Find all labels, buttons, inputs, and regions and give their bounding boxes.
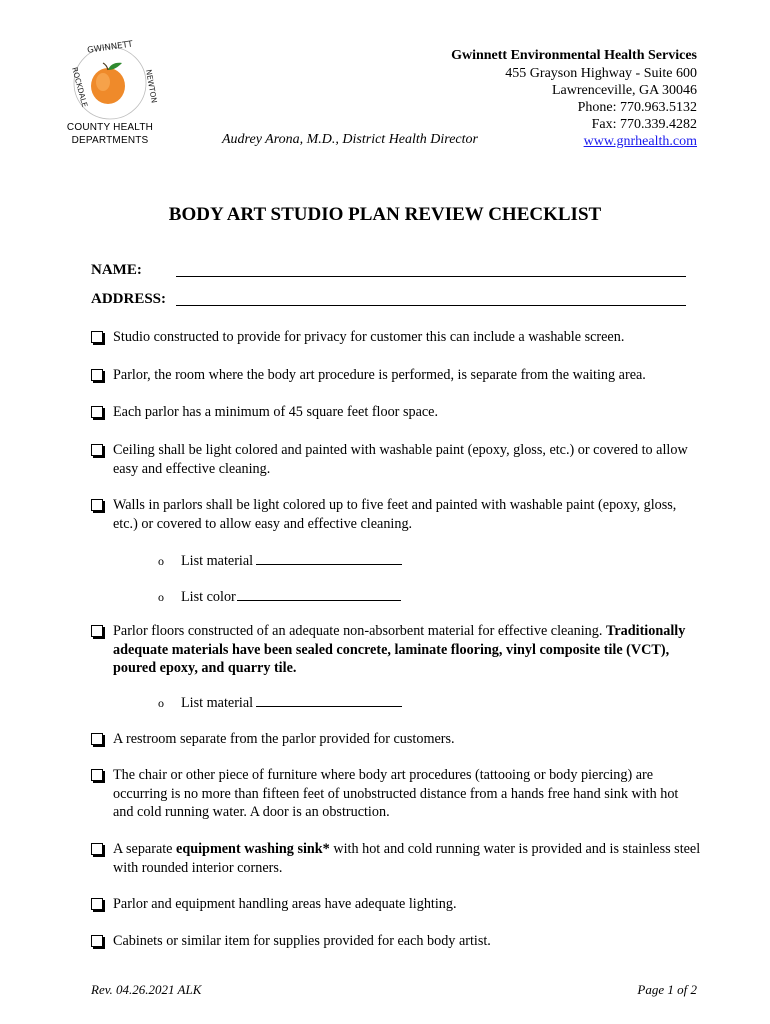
checkbox[interactable] [91, 843, 103, 855]
checklist-item [91, 366, 701, 385]
sub-label: List color [181, 589, 236, 605]
name-field[interactable] [176, 276, 686, 277]
checklist-item [91, 622, 701, 678]
fax-number: Fax: 770.339.4282 [591, 117, 697, 132]
checkbox[interactable] [91, 898, 103, 910]
checklist-item-text [113, 622, 701, 678]
phone-number: Phone: 770.963.5132 [577, 100, 697, 115]
checkbox[interactable] [91, 331, 103, 343]
bullet-icon: o [158, 590, 164, 604]
checklist-item [91, 766, 701, 822]
org-name: Gwinnett Environmental Health Services [451, 48, 697, 63]
peach-icon [91, 63, 125, 104]
sub-label: List material [181, 695, 254, 711]
checklist-item [91, 496, 701, 533]
checklist-item-text: The chair or other piece of furniture where body art procedures (tattooing or body piercing) are occurring is no more than fifteen feet of unobstructed distance from a hands free hand sink with hot and cold running water. A door is an obstruction. [113, 767, 679, 820]
checkbox[interactable] [91, 935, 103, 947]
website-link[interactable]: www.gnrhealth.com [583, 134, 697, 149]
checklist-item-text: Parlor and equipment handling areas have adequate lighting. [113, 896, 457, 912]
walls-color-field[interactable] [237, 586, 401, 601]
checklist-item [91, 730, 701, 749]
checklist-item [91, 441, 701, 478]
walls-material-field[interactable] [256, 550, 402, 565]
bullet-icon: o [158, 696, 164, 710]
page-number: Page 1 of 2 [637, 982, 697, 997]
checklist-item-text: Walls in parlors shall be light colored up to five feet and painted with washable paint (epoxy, gloss, etc.) or covered to allow easy and effective cleaning. [113, 497, 677, 532]
checklist-item [91, 328, 701, 347]
walls-color-subitem [158, 586, 401, 606]
sink-text-bold: equipment washing sink* [176, 841, 330, 857]
name-label: NAME: [91, 262, 142, 278]
checkbox[interactable] [91, 369, 103, 381]
checklist-item [91, 895, 701, 914]
floors-material-subitem [158, 692, 402, 712]
logo-newton-text: NEWTON [144, 68, 159, 104]
checklist-item-text: A restroom separate from the parlor provided for customers. [113, 731, 455, 747]
checklist-item [91, 840, 701, 877]
checklist-item-text: Parlor, the room where the body art procedure is performed, is separate from the waiting area. [113, 367, 646, 383]
address-street: 455 Grayson Highway - Suite 600 [505, 66, 697, 81]
floors-materials-note: Traditionally adequate materials have been sealed concrete, laminate flooring, vinyl composite tile (VCT), poured epoxy, and quarry tile. [113, 623, 686, 676]
logo-dept-line2: DEPARTMENTS [71, 135, 149, 146]
page-title: BODY ART STUDIO PLAN REVIEW CHECKLIST [168, 204, 602, 225]
checklist-item-text: Each parlor has a minimum of 45 square feet floor space. [113, 404, 439, 420]
checklist-item-text: Cabinets or similar item for supplies provided for each body artist. [113, 933, 491, 949]
website [584, 133, 697, 150]
checklist-item-text: Ceiling shall be light colored and painted with washable paint (epoxy, gloss, etc.) or covered to allow easy and effective cleaning. [113, 442, 688, 477]
checkbox[interactable] [91, 733, 103, 745]
walls-material-subitem [158, 550, 402, 570]
checkbox[interactable] [91, 499, 103, 511]
sub-label: List material [181, 553, 254, 569]
logo-gwinnett-text: GWINNETT [86, 39, 134, 56]
logo-dept-line1: COUNTY HEALTH [66, 122, 154, 133]
checklist-item-text: Studio constructed to provide for privacy for customer this can include a washable screen. [113, 329, 625, 345]
address-city: Lawrenceville, GA 30046 [551, 83, 697, 98]
checkbox[interactable] [91, 769, 103, 781]
checklist-item [91, 932, 701, 951]
checkbox[interactable] [91, 444, 103, 456]
revision-note: Rev. 04.26.2021 ALK [91, 982, 202, 997]
checkbox[interactable] [91, 625, 103, 637]
checkbox[interactable] [91, 406, 103, 418]
address-field[interactable] [176, 305, 686, 306]
floors-text: Parlor floors constructed of an adequate non-absorbent material for effective cleaning. [113, 623, 603, 639]
bullet-icon: o [158, 554, 164, 568]
checklist-item [91, 403, 701, 422]
address-label: ADDRESS: [91, 291, 167, 307]
logo-rockdale-text: ROCKDALE [70, 66, 90, 109]
checklist-item-text [113, 840, 701, 877]
district-director: Audrey Arona, M.D., District Health Director [222, 132, 478, 147]
sink-text-pre: A separate [113, 841, 177, 857]
sink-text-post: with hot and cold running water is provided and is stainless steel with rounded interior corners. [113, 841, 701, 876]
floors-material-field[interactable] [256, 692, 402, 707]
